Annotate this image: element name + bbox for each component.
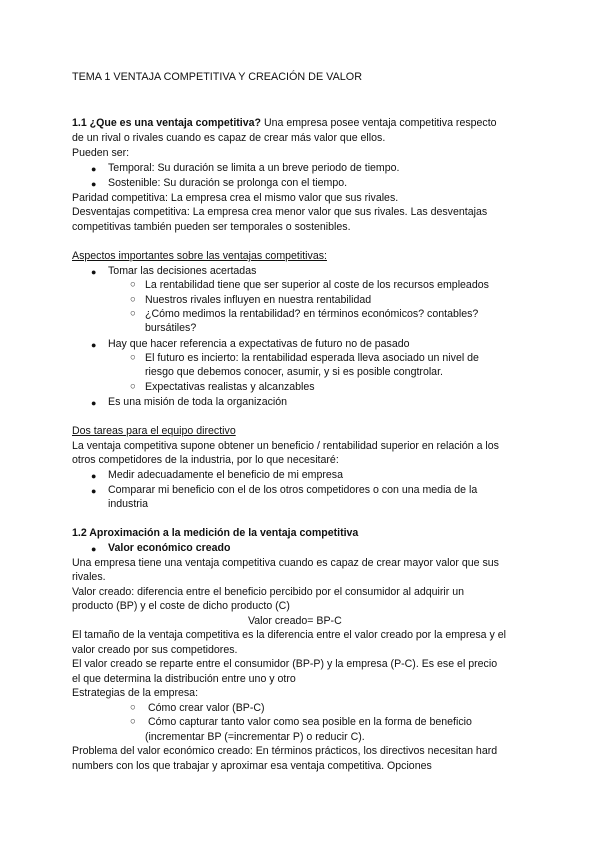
section-1-1-intro (72, 116, 497, 131)
aspecto-sub-realistas: Expectativas realistas y alcanzables (145, 381, 315, 393)
bullet-icon: ● (91, 398, 97, 408)
s2-line: valor creado por sus competidores. (72, 644, 238, 656)
valor-economico-subheading: Valor económico creado (108, 542, 231, 554)
bullet-icon: ● (91, 340, 97, 350)
aspecto-decisiones: Tomar las decisiones acertadas (108, 265, 257, 277)
aspecto-sub-medicion: ¿Cómo medimos la rentabilidad? en términos económicos? contables? (145, 308, 479, 320)
estrategia-capturar: Cómo capturar tanto valor como sea posible en la forma de beneficio (148, 716, 472, 728)
tareas-p1: La ventaja competitiva supone obtener un beneficio / rentabilidad superior en relación a los (72, 440, 499, 452)
pueden-ser-label: Pueden ser: (72, 147, 130, 159)
estrategia-crear: Cómo crear valor (BP-C) (148, 702, 265, 714)
estrategias-label: Estrategias de la empresa: (72, 687, 199, 699)
circle-bullet-icon: ○ (130, 294, 136, 305)
circle-bullet-icon: ○ (130, 308, 136, 319)
estrategia-capturar-cont: (incrementar BP (=incrementar P) o reducir C). (145, 731, 365, 743)
tarea-comparar: Comparar mi beneficio con el de los otros competidores o con una media de la (108, 484, 478, 496)
section-1-2-heading: 1.2 Aproximación a la medición de la ventaja competitiva (72, 527, 359, 539)
type-sostenible: Sostenible: Su duración se prolonga con el tiempo. (108, 177, 348, 189)
tarea-comparar-cont: industria (108, 498, 149, 510)
desventajas-line1: Desventajas competitiva: La empresa crea menor valor que sus rivales. Las desventajas (72, 206, 488, 218)
desventajas-line2: competitivas también pueden ser temporales o sostenibles. (72, 221, 351, 233)
paridad-competitiva: Paridad competitiva: La empresa crea el mismo valor que sus rivales. (72, 192, 399, 204)
bullet-icon: ● (91, 267, 97, 277)
valor-creado-formula: Valor creado= BP-C (248, 615, 342, 627)
s2-line: rivales. (72, 571, 106, 583)
tareas-p2: otros competidores de la industria, por lo que necesitaré: (72, 454, 339, 466)
circle-bullet-icon: ○ (130, 716, 136, 727)
bullet-icon: ● (91, 486, 97, 496)
problema-line2: numbers con los que trabajar y aproximar esa ventaja competitiva. Opciones (72, 760, 432, 772)
document-title: TEMA 1 VENTAJA COMPETITIVA Y CREACIÓN DE VALOR (72, 71, 362, 83)
bullet-icon: ● (91, 471, 97, 481)
s2-line: el que determina la distribución entre uno y otro (72, 673, 296, 685)
aspecto-sub-futuro-cont: riesgo que debemos conocer, asumir, y si es posible congtrolar. (145, 366, 443, 378)
section-1-1-intro-line2: de un rival o rivales cuando es capaz de crear más valor que ellos. (72, 132, 386, 144)
bullet-icon: ● (91, 179, 97, 189)
section-1-1-intro-text: Una empresa posee ventaja competitiva respecto (261, 117, 497, 129)
s2-line: El valor creado se reparte entre el consumidor (BP-P) y la empresa (P-C). Es ese el precio (72, 658, 498, 670)
aspecto-sub-rivales: Nuestros rivales influyen en nuestra rentabilidad (145, 294, 372, 306)
tarea-medir: Medir adecuadamente el beneficio de mi empresa (108, 469, 343, 481)
s2-line: producto (BP) y el coste de dicho producto (C) (72, 600, 290, 612)
section-1-1-heading: 1.1 ¿Que es una ventaja competitiva? (72, 117, 261, 129)
circle-bullet-icon: ○ (130, 702, 136, 713)
circle-bullet-icon: ○ (130, 381, 136, 392)
bullet-icon: ● (91, 544, 97, 554)
aspecto-sub-rentabilidad: La rentabilidad tiene que ser superior al coste de los recursos empleados (145, 279, 489, 291)
s2-line: El tamaño de la ventaja competitiva es la diferencia entre el valor creado por la empresa y el (72, 629, 506, 641)
type-temporal: Temporal: Su duración se limita a un breve periodo de tiempo. (108, 162, 400, 174)
bullet-icon: ● (91, 164, 97, 174)
aspectos-heading: Aspectos importantes sobre las ventajas competitivas: (72, 250, 327, 262)
problema-line1: Problema del valor económico creado: En términos prácticos, los directivos necesitan hard (72, 745, 498, 757)
circle-bullet-icon: ○ (130, 279, 136, 290)
s2-line: Valor creado: diferencia entre el beneficio percibido por el consumidor al adquirir un (72, 586, 464, 598)
aspecto-sub-medicion-cont: bursátiles? (145, 322, 197, 334)
tareas-heading: Dos tareas para el equipo directivo (72, 425, 236, 437)
aspecto-sub-futuro: El futuro es incierto: la rentabilidad esperada lleva asociado un nivel de (145, 352, 479, 364)
aspecto-expectativas: Hay que hacer referencia a expectativas de futuro no de pasado (108, 338, 410, 350)
s2-line: Una empresa tiene una ventaja competitiva cuando es capaz de crear mayor valor que sus (72, 557, 499, 569)
circle-bullet-icon: ○ (130, 352, 136, 363)
aspecto-mision: Es una misión de toda la organización (108, 396, 288, 408)
